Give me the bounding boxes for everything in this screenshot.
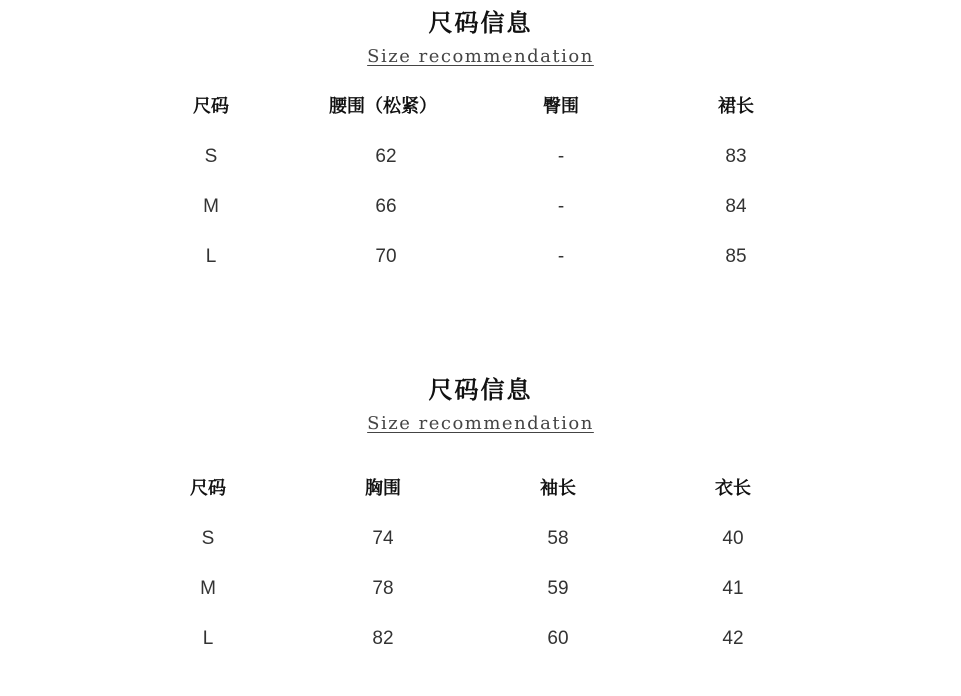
section-subtitle: Size recommendation bbox=[367, 413, 594, 434]
section-title: 尺码信息 bbox=[428, 9, 533, 37]
table-cell: 60 bbox=[547, 628, 569, 649]
table-cell: 83 bbox=[725, 146, 747, 167]
table-cell: - bbox=[557, 146, 565, 167]
table-cell: 84 bbox=[725, 196, 747, 217]
table-cell: 85 bbox=[725, 246, 747, 267]
header-cell: 腰围（松紧） bbox=[329, 96, 437, 117]
header-cell: 衣长 bbox=[715, 478, 751, 499]
table-cell: 66 bbox=[375, 196, 397, 217]
header-cell: 胸围 bbox=[365, 478, 401, 499]
table-cell: 78 bbox=[372, 578, 394, 599]
table-cell: 58 bbox=[547, 528, 569, 549]
section-title: 尺码信息 bbox=[428, 376, 533, 404]
header-cell: 裙长 bbox=[718, 96, 754, 117]
table-cell: M bbox=[203, 196, 219, 217]
table-cell: 82 bbox=[372, 628, 394, 649]
table-cell: 62 bbox=[375, 146, 397, 167]
table-cell: 41 bbox=[722, 578, 744, 599]
table-cell: 42 bbox=[722, 628, 744, 649]
table-cell: S bbox=[201, 528, 215, 549]
table-cell: 40 bbox=[722, 528, 744, 549]
table-cell: - bbox=[557, 196, 565, 217]
table-cell: M bbox=[200, 578, 216, 599]
table-cell: L bbox=[202, 628, 214, 649]
table-cell: L bbox=[205, 246, 217, 267]
section-subtitle: Size recommendation bbox=[367, 46, 594, 67]
table-cell: - bbox=[557, 246, 565, 267]
header-cell: 袖长 bbox=[540, 478, 576, 499]
table-cell: 59 bbox=[547, 578, 569, 599]
header-cell: 臀围 bbox=[543, 96, 579, 117]
header-cell: 尺码 bbox=[190, 478, 226, 499]
table-cell: 70 bbox=[375, 246, 397, 267]
table-cell: S bbox=[204, 146, 218, 167]
header-cell: 尺码 bbox=[193, 96, 229, 117]
table-cell: 74 bbox=[372, 528, 394, 549]
